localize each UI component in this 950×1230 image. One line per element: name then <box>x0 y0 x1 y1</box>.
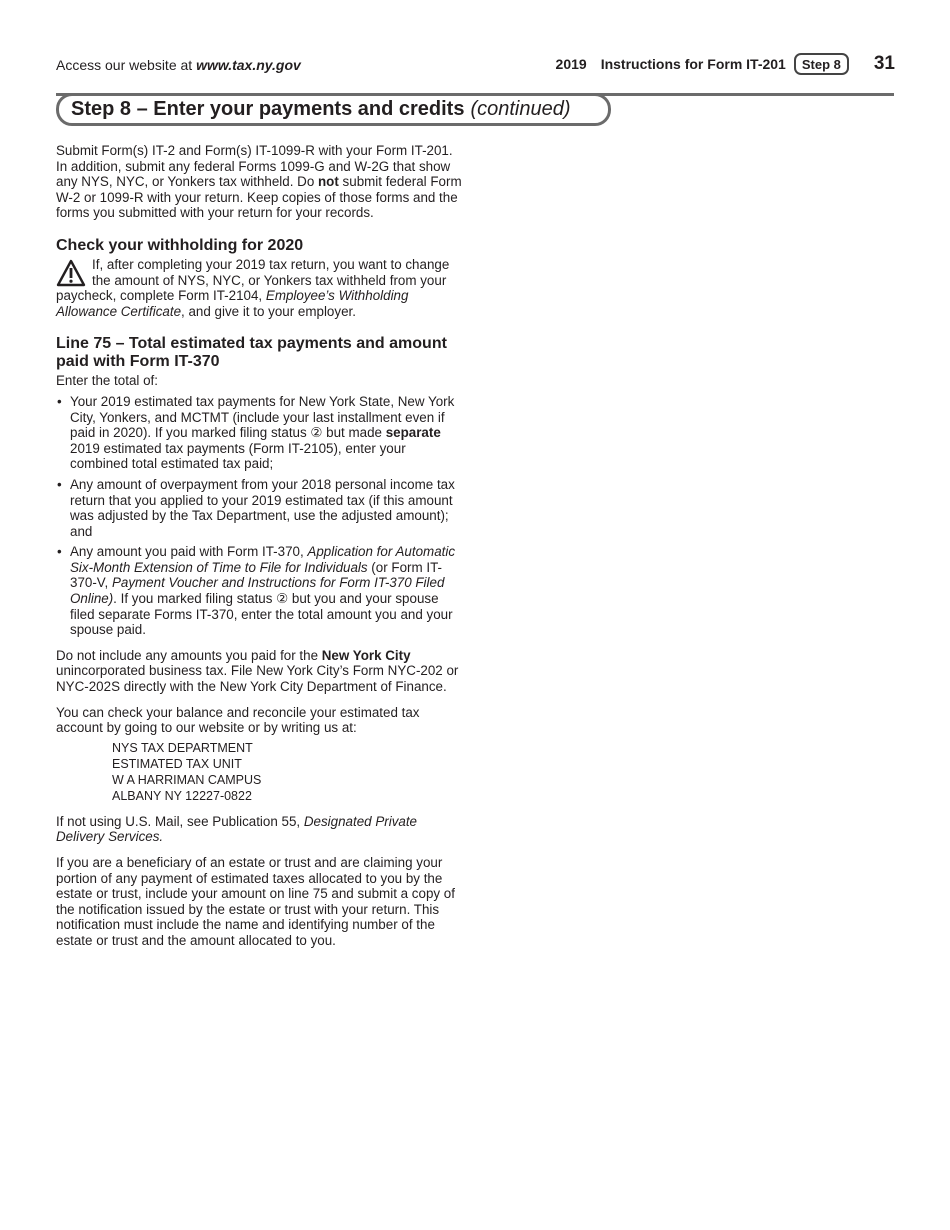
step-banner <box>56 93 611 126</box>
list-item <box>56 477 466 539</box>
page-header-website <box>56 57 301 73</box>
nyc-text-1: Do not include any amounts you paid for the <box>56 647 322 663</box>
list-item <box>56 544 466 638</box>
list-text: . If you marked filing status ② but you and your spouse filed separate Forms IT-370, enter the total amount you and your spouse paid. <box>70 591 453 638</box>
banner-continued: (continued) <box>470 98 571 120</box>
address-line: NYS TAX DEPARTMENT <box>112 740 253 755</box>
list-text: Any amount you paid with Form IT-370, <box>70 544 308 560</box>
withholding-text-2: , and give it to your employer. <box>181 303 356 319</box>
nyc-paragraph <box>56 648 466 695</box>
header-doc-title: Instructions for Form IT-201 <box>600 56 786 72</box>
withholding-heading: Check your withholding for 2020 <box>56 236 304 254</box>
content-column <box>56 143 466 959</box>
list-italic: Application for Automatic Six-Month Extension of Time to File for Individuals <box>70 544 456 575</box>
mail-text: If not using U.S. Mail, see Publication 55, <box>56 813 304 829</box>
access-text: Access our website at <box>56 57 197 73</box>
mailing-address <box>112 740 466 804</box>
step-badge: Step 8 <box>794 53 849 75</box>
enter-total: Enter the total of: <box>56 373 158 389</box>
withholding-paragraph <box>56 257 466 319</box>
list-bold: separate <box>385 425 441 441</box>
beneficiary-paragraph: If you are a beneficiary of an estate or trust and are claiming your portion of any payment of estimated taxes allocated to you by the estate or trust, include your amount on line 75 and submit a copy of the notification issued by the estate or trust with your return. This notification must include the name and identifying number of the estate or trust and the amount allocated to you. <box>56 855 455 948</box>
address-line: ALBANY NY 12227-0822 <box>112 788 252 803</box>
intro-bold: not <box>318 174 339 190</box>
banner-title: Step 8 – Enter your payments and credits <box>71 98 465 120</box>
list-italic: Payment Voucher and Instructions for Form IT-370 Filed Online) <box>70 575 445 607</box>
list-text: Any amount of overpayment from your 2018 personal income tax return that you applied to your 2019 estimated tax (if this amount was adjusted by the Tax Department, use the adjusted amount); and <box>70 476 455 539</box>
withholding-text-1: If, after completing your 2019 tax return, you want to change the amount of NYS, NYC, or Yonkers tax withheld from your paycheck, complete Form IT-2104, <box>56 256 450 304</box>
page-header-title <box>556 53 895 75</box>
line75-list <box>56 394 466 638</box>
intro-paragraph <box>56 143 466 221</box>
nyc-text-2: unincorporated business tax. File New York City’s Form NYC-202 or NYC-202S directly with the New York City Department of Finance. <box>56 663 459 695</box>
withholding-italic: Employee’s Withholding Allowance Certificate <box>56 288 409 319</box>
website-link[interactable]: www.tax.ny.gov <box>196 57 301 73</box>
list-text: (or Form IT-370-V, <box>70 559 442 591</box>
intro-text-2: submit federal Form W-2 or 1099-R with your return. Keep copies of those forms and the forms you submitted with your return for your records. <box>56 174 462 221</box>
page-number: 31 <box>873 53 895 74</box>
nyc-bold: New York City <box>321 647 411 663</box>
address-line: ESTIMATED TAX UNIT <box>112 756 242 771</box>
address-line: W A HARRIMAN CAMPUS <box>112 772 262 787</box>
list-text: 2019 estimated tax payments (Form IT-2105), enter your combined total estimated tax paid; <box>70 440 406 472</box>
mail-paragraph <box>56 814 466 845</box>
balance-paragraph: You can check your balance and reconcile your estimated tax account by going to our website or by writing us at: <box>56 704 420 736</box>
line75-heading: Line 75 – Total estimated tax payments and amount paid with Form IT-370 <box>56 335 447 371</box>
list-text: Your 2019 estimated tax payments for New York State, New York City, Yonkers, and MCTMT (include your last installment even if paid in 2020). If you marked filing status ② but made <box>70 393 455 441</box>
intro-text-1: Submit Form(s) IT-2 and Form(s) IT-1099-R with your Form IT-201. In addition, submit any federal Forms 1099-G and W-2G that show any NYS, NYC, or Yonkers tax withheld. Do <box>56 143 453 190</box>
mail-italic: Designated Private Delivery Services. <box>56 813 417 845</box>
list-item <box>56 394 466 472</box>
warning-icon <box>56 259 86 287</box>
header-year: 2019 <box>555 56 587 72</box>
